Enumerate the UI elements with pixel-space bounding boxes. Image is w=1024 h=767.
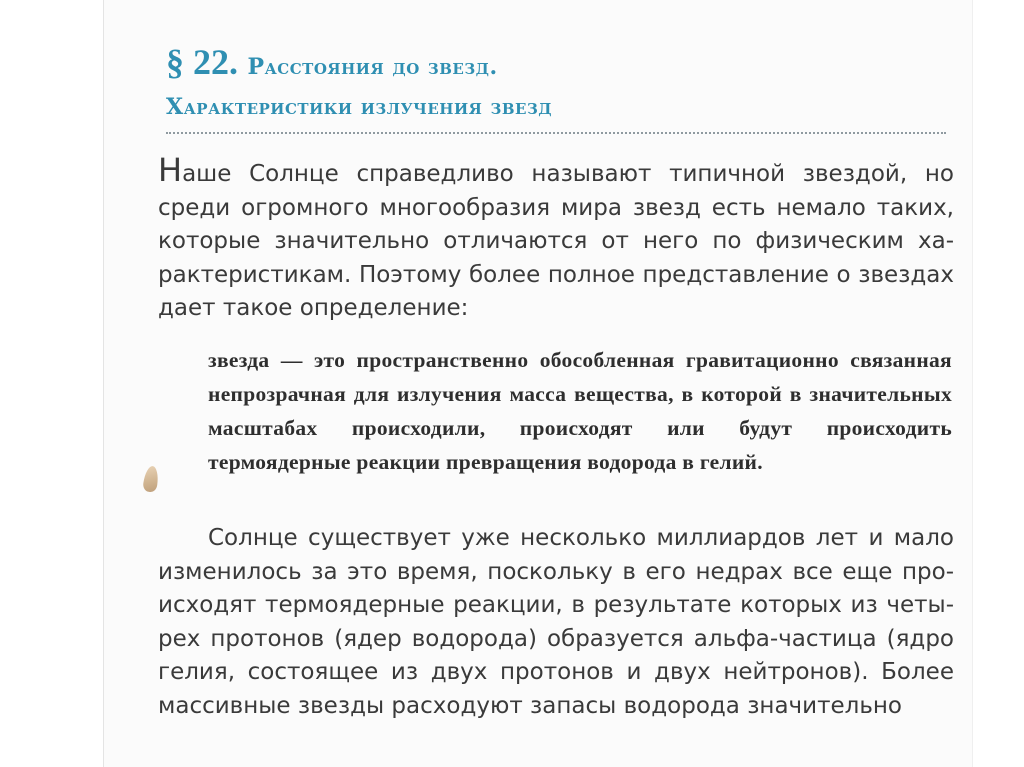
dotted-divider (166, 132, 946, 134)
section-heading (166, 40, 552, 125)
heading-line-1 (166, 40, 552, 89)
heading-title-line1: Расстояния до звезд. (247, 54, 498, 80)
bookmark-marker-icon (142, 465, 159, 493)
star-definition: звезда — это пространственно обособленная гравитационно связанная непрозрачная для излучения масса вещества, в которой в значительных масштабах происходили, происходят или будут происходить термоядерные реакции превращения водорода в гелий. (208, 348, 952, 474)
paragraph-intro (158, 151, 954, 326)
textbook-page (103, 0, 973, 767)
section-number: § 22. (166, 42, 238, 82)
paragraph-sun: Солнце существует уже несколько миллиардов лет и мало изменилось за это время, поскольку в его недрах все еще происходят термоядерные реакции, в результате которых из четырех протонов (ядер водорода) образуется альфа-частица (ядро гелия, состоящее из двух протонов и двух нейтронов). Более массивные звезды расходуют запасы водорода значительно (158, 525, 954, 719)
heading-title-line2: Характеристики излучения звезд (166, 94, 553, 120)
paragraph-intro-text: аше Солнце справедливо называют типичной звездой, но среди огромного многообразия мира звезд есть немало таких, которые значительно отличаются от него по физическим характеристикам. Поэтому более полное представление о звездах дает такое определение: (158, 161, 954, 321)
drop-initial: Н (158, 151, 183, 189)
